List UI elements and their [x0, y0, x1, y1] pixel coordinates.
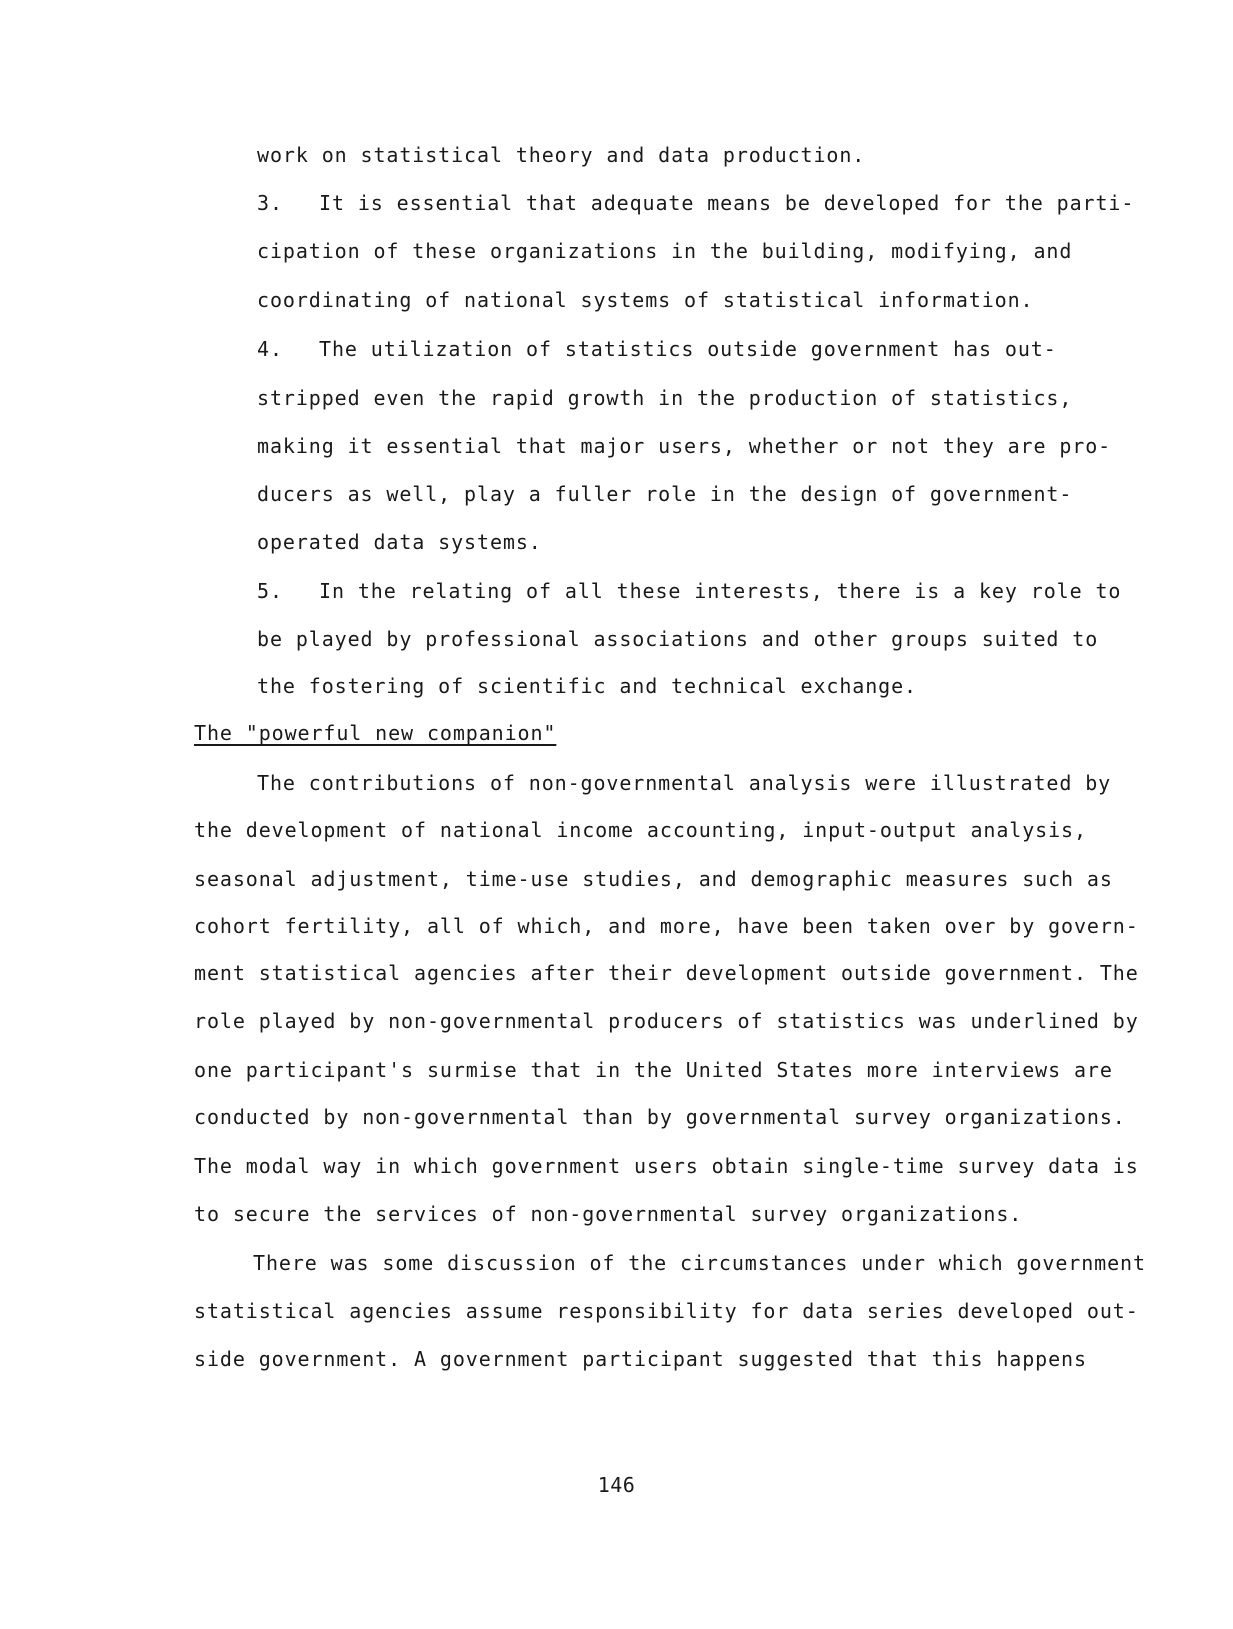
numbered-item-3-line-3: coordinating of national systems of statistical information. [257, 288, 1034, 312]
paragraph-2-line-1: There was some discussion of the circumstances under which government [253, 1251, 1146, 1275]
numbered-item-4-line-2: stripped even the rapid growth in the production of statistics, [257, 386, 1073, 410]
paragraph-1-line-10: to secure the services of non-governmental survey organizations. [194, 1202, 1023, 1226]
numbered-item-3-line-2: cipation of these organizations in the building, modifying, and [257, 239, 1073, 263]
item-text: The utilization of statistics outside government has out- [319, 337, 1057, 361]
numbered-item-5-line-1 [257, 579, 1121, 603]
paragraph-1-line-7: one participant's surmise that in the United States more interviews are [194, 1058, 1113, 1082]
item-number: 4. [257, 337, 283, 361]
numbered-item-4-line-5: operated data systems. [257, 530, 542, 554]
numbered-item-5-line-3: the fostering of scientific and technical exchange. [257, 674, 917, 698]
paragraph-1-line-4: cohort fertility, all of which, and more, have been taken over by govern- [194, 914, 1139, 938]
continued-text-line: work on statistical theory and data production. [257, 143, 866, 167]
item-text: It is essential that adequate means be developed for the parti- [319, 191, 1135, 215]
numbered-item-4-line-3: making it essential that major users, whether or not they are pro- [257, 434, 1112, 458]
numbered-item-4-line-1 [257, 337, 1057, 361]
numbered-item-4-line-4: ducers as well, play a fuller role in the design of government- [257, 482, 1073, 506]
paragraph-1-line-2: the development of national income accounting, input-output analysis, [194, 818, 1087, 842]
paragraph-1-line-8: conducted by non-governmental than by governmental survey organizations. [194, 1105, 1126, 1129]
page-number: 146 [597, 1473, 636, 1497]
numbered-item-3-line-1 [257, 191, 1134, 215]
paragraph-1-line-3: seasonal adjustment, time-use studies, and demographic measures such as [194, 867, 1113, 891]
paragraph-1-line-6: role played by non-governmental producers of statistics was underlined by [194, 1009, 1139, 1033]
item-number: 5. [257, 579, 283, 603]
item-number: 3. [257, 191, 283, 215]
item-text: In the relating of all these interests, there is a key role to [319, 579, 1122, 603]
section-heading: The "powerful new companion" [194, 721, 557, 745]
paragraph-2-line-3: side government. A government participant suggested that this happens [194, 1347, 1087, 1371]
numbered-item-5-line-2: be played by professional associations and other groups suited to [257, 627, 1099, 651]
paragraph-1-line-1: The contributions of non-governmental analysis were illustrated by [257, 771, 1112, 795]
paragraph-1-line-5: ment statistical agencies after their development outside government. The [194, 961, 1139, 985]
paragraph-2-line-2: statistical agencies assume responsibility for data series developed out- [194, 1299, 1139, 1323]
paragraph-1-line-9: The modal way in which government users obtain single-time survey data is [194, 1154, 1139, 1178]
